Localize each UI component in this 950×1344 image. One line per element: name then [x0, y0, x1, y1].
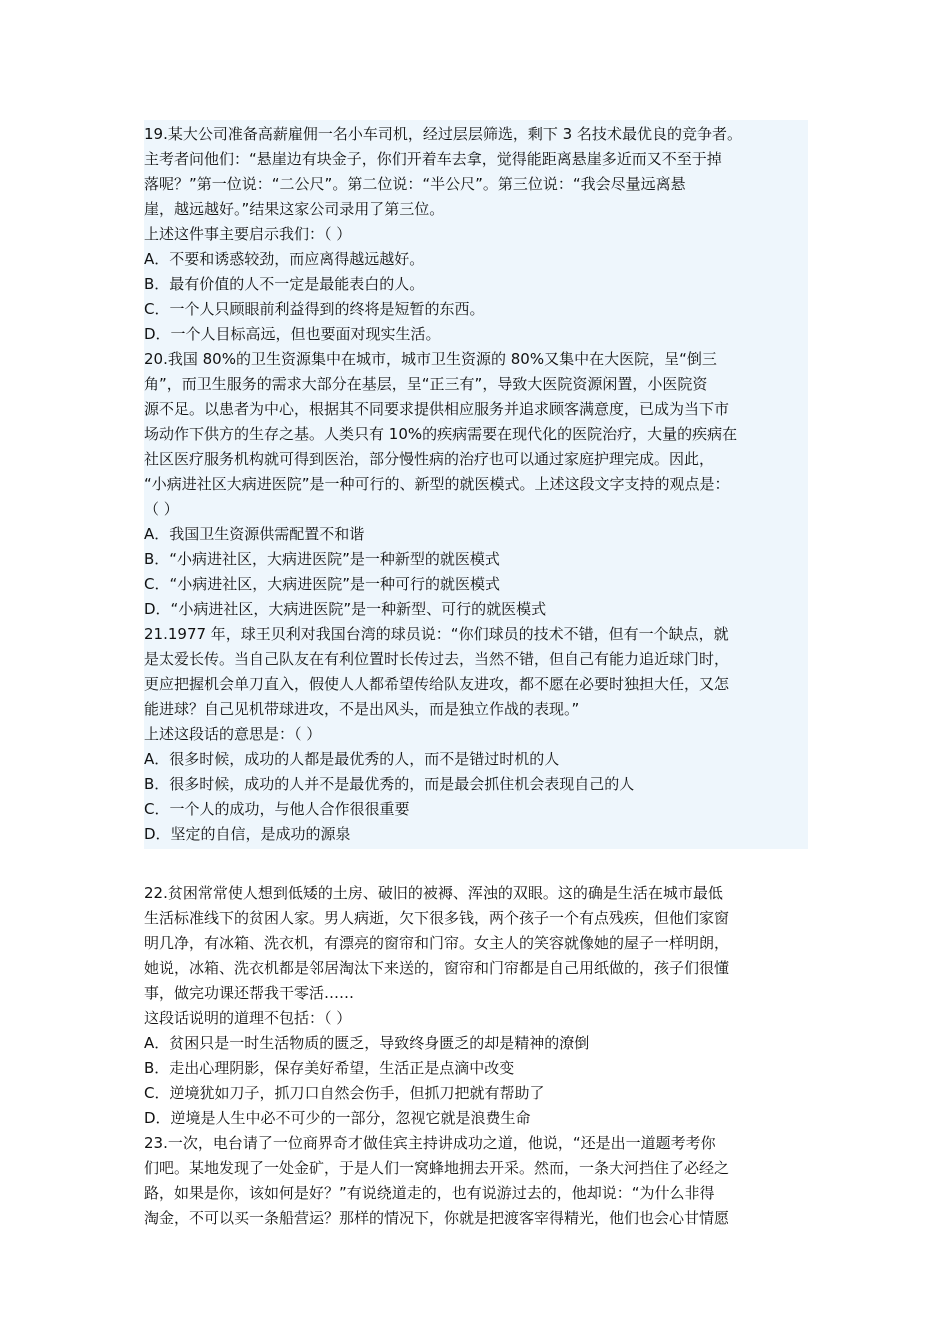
question-text-line: 22.贫困常常使人想到低矮的土房、破旧的被褥、浑浊的双眼。这的确是生活在城市最低	[144, 884, 723, 902]
question-text-line: 她说，冰箱、洗衣机都是邻居淘汰下来送的，窗帘和门帘都是自己用纸做的，孩子们很懂	[144, 959, 730, 977]
question-21	[144, 622, 808, 847]
question-19	[144, 120, 808, 849]
question-text-line: 20.我国 80%的卫生资源集中在城市，城市卫生资源的 80%又集中在大医院，呈“倒三	[144, 350, 717, 368]
option-b: B．最有价值的人不一定是最能表白的人。	[144, 275, 425, 293]
option-d: D．逆境是人生中必不可少的一部分，忽视它就是浪费生命	[144, 1109, 531, 1127]
question-text-line: 主考者问他们：“悬崖边有块金子，你们开着车去拿，觉得能距离悬崖多近而又不至于掉	[144, 150, 722, 168]
question-text-line: 崖，越远越好。”结果这家公司录用了第三位。	[144, 200, 445, 218]
document-page	[144, 120, 808, 1233]
question-22	[144, 879, 808, 1233]
question-text-line: 社区医疗服务机构就可得到医治，部分慢性病的治疗也可以通过家庭护理完成。因此，	[144, 450, 715, 468]
question-text-line: 角”，而卫生服务的需求大部分在基层，呈“正三有”，导致大医院资源闲置，小医院资	[144, 375, 708, 393]
question-text-line: 是太爱长传。当自己队友在有利位置时长传过去，当然不错，但自己有能力追近球门时，	[144, 650, 730, 668]
option-c: C．逆境犹如刀子，抓刀口自然会伤手，但抓刀把就有帮助了	[144, 1084, 545, 1102]
question-text-line: 路，如果是你，该如何是好？”有说绕道走的，也有说游过去的，他却说：“为什么非得	[144, 1184, 715, 1202]
question-text-line: 场动作下供方的生存之基。人类只有 10%的疾病需要在现代化的医院治疗，大量的疾病在	[144, 425, 738, 443]
question-text-line: 23.一次，电台请了一位商界奇才做佳宾主持讲成功之道，他说，“还是出一道题考考你	[144, 1134, 716, 1152]
option-b: B．“小病进社区，大病进医院”是一种新型的就医模式	[144, 550, 500, 568]
question-prompt: 这段话说明的道理不包括：（ ）	[144, 1009, 352, 1027]
option-c: C．“小病进社区，大病进医院”是一种可行的就医模式	[144, 575, 501, 593]
question-text-line: 明几净，有冰箱、洗衣机，有漂亮的窗帘和门帘。女主人的笑容就像她的屋子一样明朗，	[144, 934, 730, 952]
question-23	[144, 1131, 808, 1231]
question-text-line: （ ）	[144, 500, 179, 518]
question-text-line: 生活标准线下的贫困人家。男人病逝，欠下很多钱，两个孩子一个有点残疾，但他们家窗	[144, 909, 730, 927]
question-text-line: 19.某大公司准备高薪雇佣一名小车司机，经过层层筛选，剩下 3 名技术最优良的竞争者。	[144, 125, 742, 143]
question-20	[144, 347, 808, 622]
question-text-line: 事，做完功课还帮我干零活……	[144, 984, 355, 1002]
question-text-line: 更应把握机会单刀直入，假使人人都希望传给队友进攻，都不愿在必要时独担大任，又怎	[144, 675, 730, 693]
question-prompt: 上述这件事主要启示我们：（ ）	[144, 225, 352, 243]
option-c: C．一个人只顾眼前利益得到的终将是短暂的东西。	[144, 300, 485, 318]
option-a: A．贫困只是一时生活物质的匮乏，导致终身匮乏的却是精神的潦倒	[144, 1034, 590, 1052]
paragraph-gap	[144, 849, 808, 879]
option-a: A．很多时候，成功的人都是最优秀的人，而不是错过时机的人	[144, 750, 560, 768]
question-text-line: 淘金，不可以买一条船营运？那样的情况下，你就是把渡客宰得精光，他们也会心甘情愿	[144, 1209, 730, 1227]
question-text-line: 21.1977 年，球王贝利对我国台湾的球员说：“你们球员的技术不错，但有一个缺点，就	[144, 625, 729, 643]
option-c: C．一个人的成功，与他人合作很很重要	[144, 800, 410, 818]
option-a: A．我国卫生资源供需配置不和谐	[144, 525, 365, 543]
option-b: B．很多时候，成功的人并不是最优秀的，而是最会抓住机会表现自己的人	[144, 775, 635, 793]
option-d: D．“小病进社区，大病进医院”是一种新型、可行的就医模式	[144, 600, 547, 618]
question-text-line: “小病进社区大病进医院”是一种可行的、新型的就医模式。上述这段文字支持的观点是：	[144, 475, 730, 493]
question-text-line: 源不足。以患者为中心，根据其不同要求提供相应服务并追求顾客满意度，已成为当下市	[144, 400, 730, 418]
option-d: D．一个人目标高远，但也要面对现实生活。	[144, 325, 441, 343]
question-text-line: 落呢？”第一位说：“二公尺”。第二位说：“半公尺”。第三位说：“我会尽量远离悬	[144, 175, 686, 193]
option-d: D．坚定的自信，是成功的源泉	[144, 825, 351, 843]
question-prompt: 上述这段话的意思是：（ ）	[144, 725, 322, 743]
question-text-line: 们吧。某地发现了一处金矿，于是人们一窝蜂地拥去开采。然而，一条大河挡住了必经之	[144, 1159, 730, 1177]
option-a: A．不要和诱惑较劲，而应离得越远越好。	[144, 250, 425, 268]
option-b: B．走出心理阴影，保存美好希望，生活正是点滴中改变	[144, 1059, 515, 1077]
question-text-line: 能进球？自己见机带球进攻，不是出风头，而是独立作战的表现。”	[144, 700, 580, 718]
